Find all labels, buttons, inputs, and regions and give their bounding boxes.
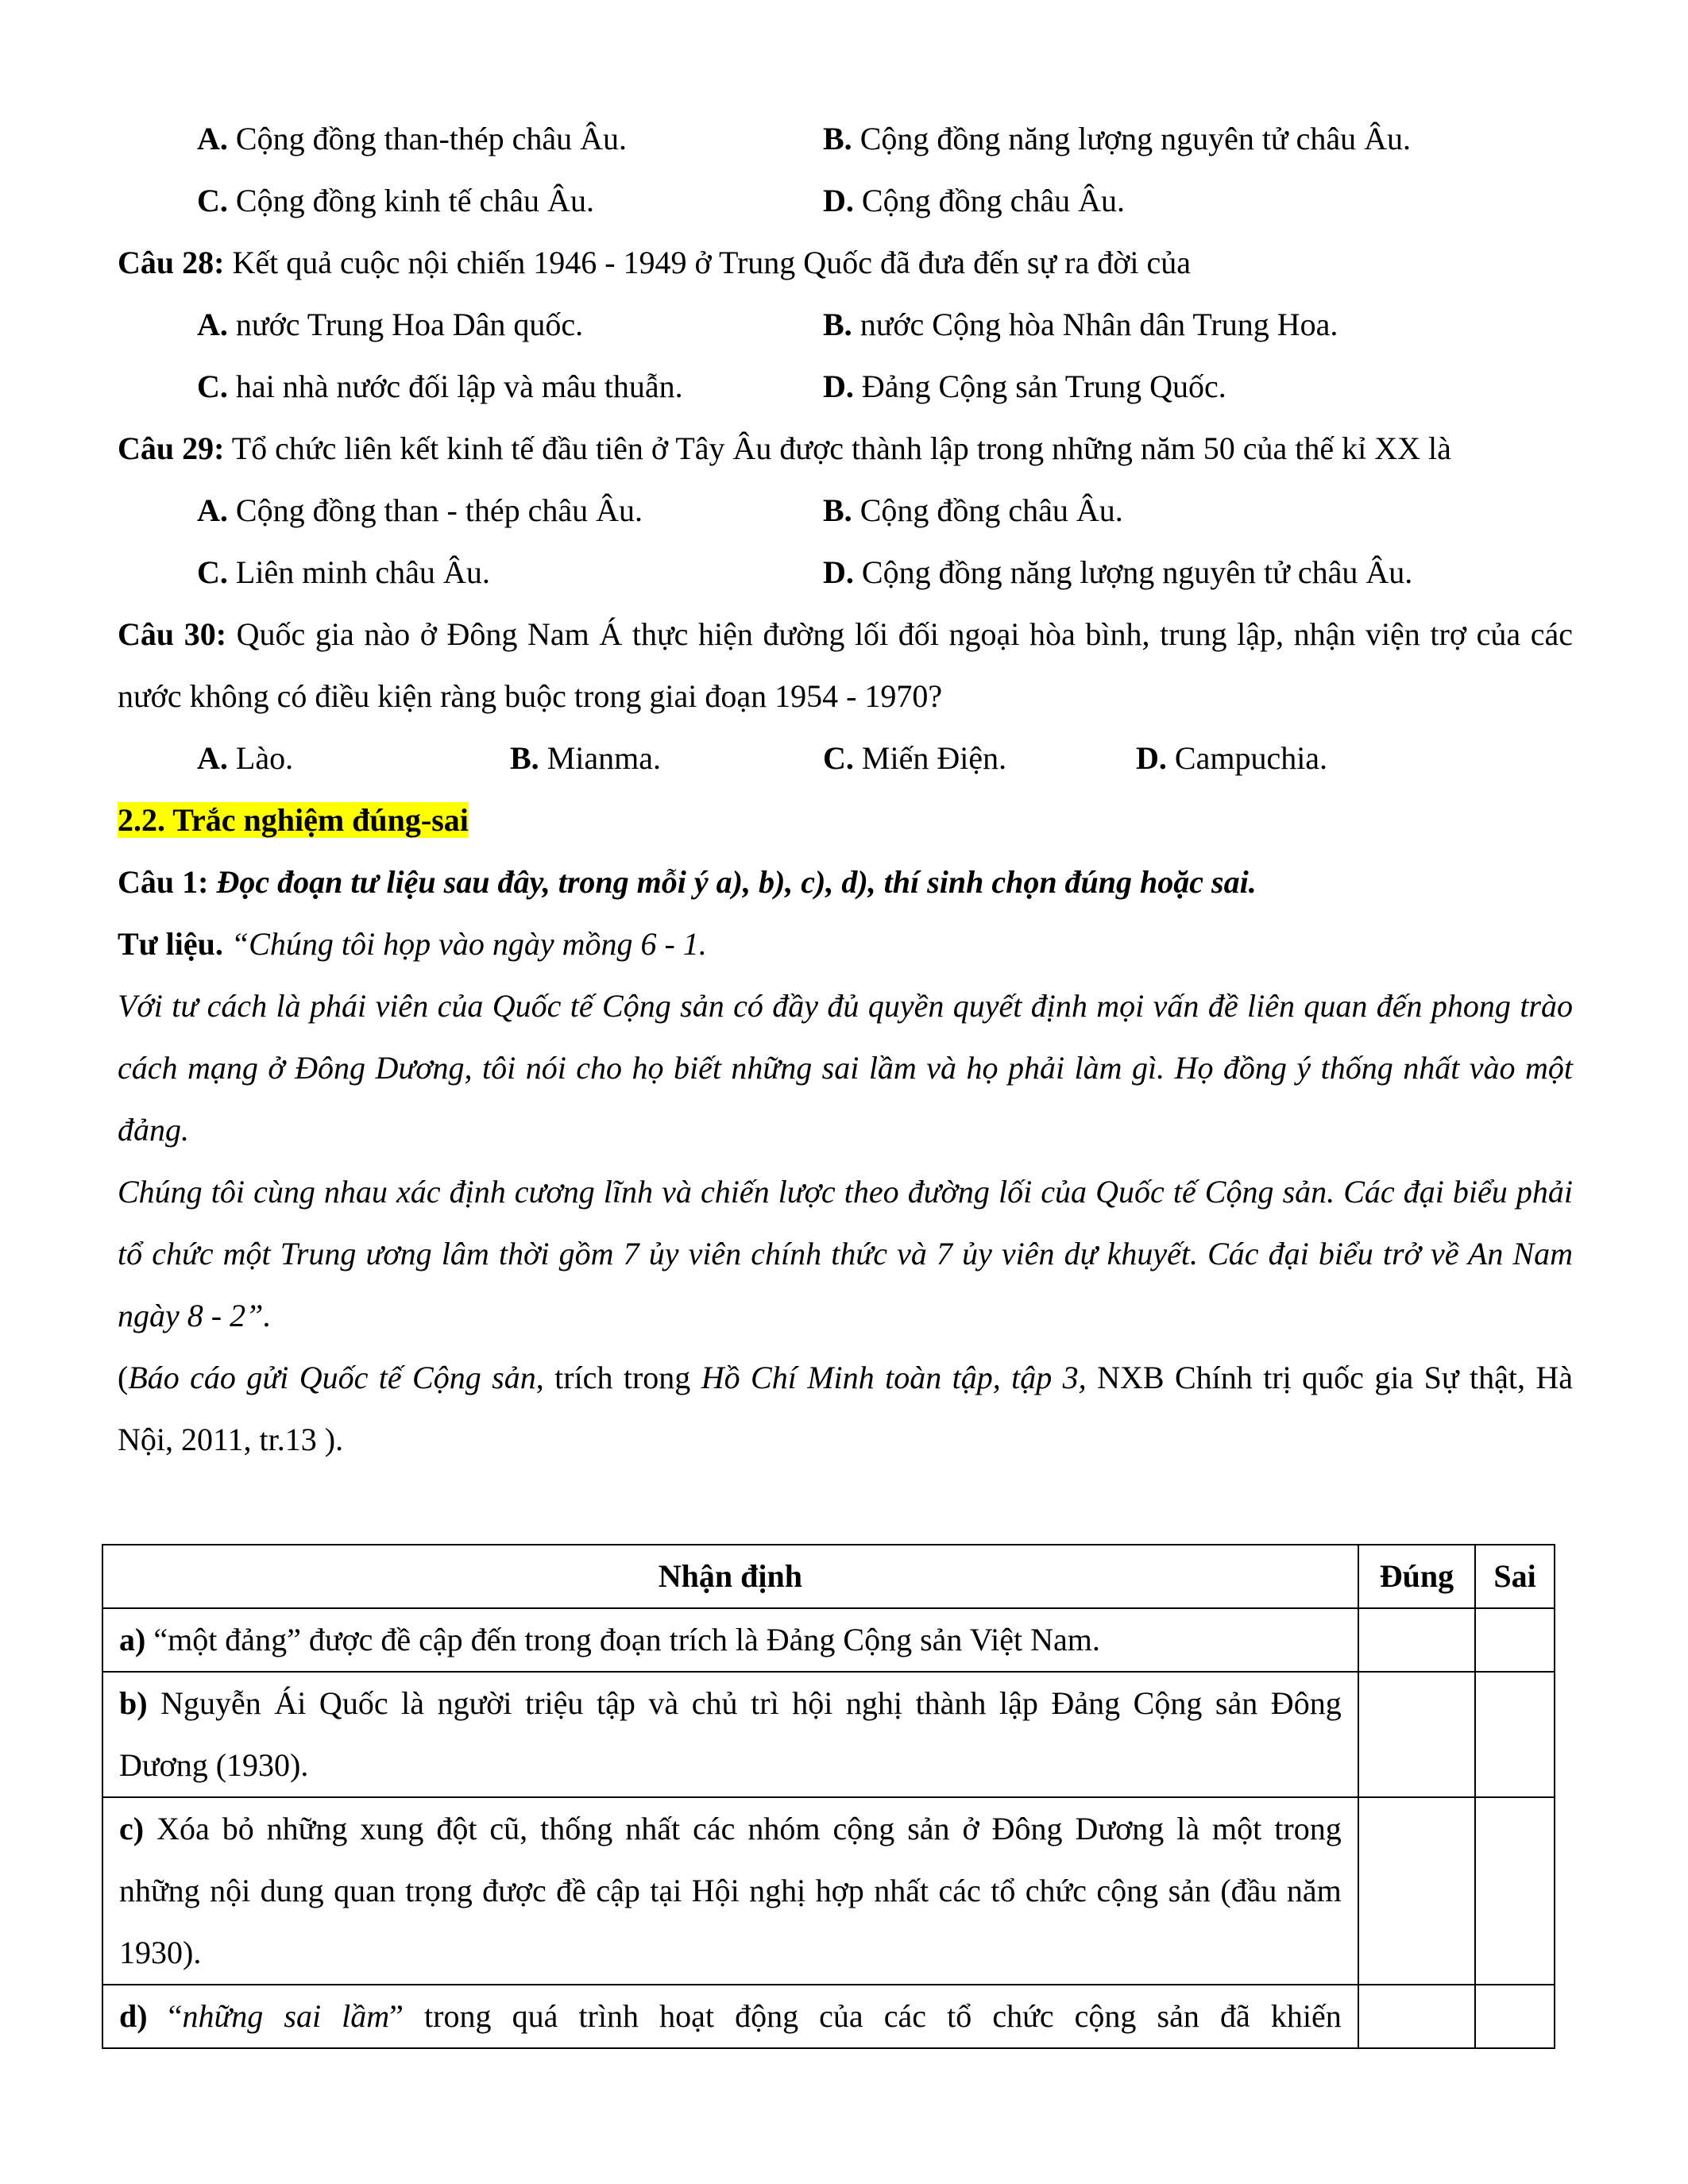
- false-cell-d[interactable]: [1475, 1985, 1555, 2048]
- true-cell-c[interactable]: [1358, 1797, 1475, 1985]
- q30-option-b[interactable]: B. Mianma.: [510, 740, 661, 776]
- question-text: Quốc gia nào ở Đông Nam Á thực hiện đường lối đối ngoại hòa bình, trung lập, nhận viện trợ của các nước không có điều kiện ràng buộc trong giai đoạn 1954 - 1970?: [118, 616, 1573, 714]
- section-heading-text: 2.2. Trắc nghiệm đúng-sai: [118, 802, 469, 838]
- citation-book-title: Hồ Chí Minh toàn tập, tập 3,: [701, 1360, 1087, 1395]
- header-statement: Nhận định: [102, 1545, 1358, 1608]
- q29-option-c[interactable]: C. Liên minh châu Âu.: [197, 554, 490, 590]
- true-cell-b[interactable]: [1358, 1672, 1475, 1797]
- q30-option-a[interactable]: A. Lào.: [197, 740, 294, 776]
- q27-options-row-2: [197, 170, 1573, 232]
- q27-option-a[interactable]: A. Cộng đồng than-thép châu Âu.: [197, 121, 628, 156]
- table-row: [102, 1608, 1555, 1672]
- statement-c: c) Xóa bỏ những xung đột cũ, thống nhất các nhóm cộng sản ở Đông Dương là một trong những nội dung quan trọng được đề cập tại Hội nghị hợp nhất các tổ chức cộng sản (đầu năm 1930).: [102, 1797, 1358, 1985]
- true-false-table: [102, 1544, 1555, 2049]
- q29-option-d[interactable]: D. Cộng đồng năng lượng nguyên tử châu Âu.: [823, 554, 1413, 590]
- q28-option-d[interactable]: D. Đảng Cộng sản Trung Quốc.: [823, 369, 1226, 404]
- q27-option-c[interactable]: C. Cộng đồng kinh tế châu Âu.: [197, 183, 594, 218]
- statement-b: b) Nguyễn Ái Quốc là người triệu tập và chủ trì hội nghị thành lập Đảng Cộng sản Đông Dương (1930).: [102, 1672, 1358, 1797]
- table-row: [102, 1985, 1555, 2048]
- true-cell-d[interactable]: [1358, 1985, 1475, 2048]
- question-text: Tổ chức liên kết kinh tế đầu tiên ở Tây Âu được thành lập trong những năm 50 của thế kỉ XX là: [224, 430, 1451, 466]
- q28-options-row-1: [197, 294, 1573, 356]
- q27-option-d[interactable]: D. Cộng đồng châu Âu.: [823, 183, 1125, 218]
- source-text: Chúng tôi cùng nhau xác định cương lĩnh và chiến lược theo đường lối của Quốc tế Cộng sản. Các đại biểu phải tổ chức một Trung ương lâm thời gồm 7 ủy viên chính thức và 7 ủy viên dự khuyết. Các đại biểu trở về An Nam ngày 8 - 2”.: [118, 1174, 1573, 1333]
- q30-options-row: [197, 727, 1573, 789]
- source-paragraph-3: [118, 1161, 1573, 1347]
- false-cell-c[interactable]: [1475, 1797, 1555, 1985]
- table-header-row: [102, 1545, 1555, 1608]
- statement-a: a) “một đảng” được đề cập đến trong đoạn trích là Đảng Cộng sản Việt Nam.: [102, 1608, 1358, 1672]
- q27-options-row-1: [197, 108, 1573, 170]
- q28-options-row-2: [197, 356, 1573, 418]
- page-content: [118, 108, 1573, 1471]
- question-label: Câu 1:: [118, 864, 209, 900]
- q30-option-d[interactable]: D. Campuchia.: [1136, 740, 1328, 776]
- source-text: “Chúng tôi họp vào ngày mồng 6 - 1.: [222, 926, 707, 962]
- tf-question-1: [118, 851, 1573, 913]
- header-true: Đúng: [1358, 1545, 1475, 1608]
- source-citation: (Báo cáo gửi Quốc tế Cộng sản, trích trong Hồ Chí Minh toàn tập, tập 3, NXB Chính trị quốc gia Sự thật, Hà Nội, 2011, tr.13 ).: [118, 1360, 1574, 1457]
- question-30: [118, 604, 1573, 727]
- table-row: [102, 1672, 1555, 1797]
- q29-option-b[interactable]: B. Cộng đồng châu Âu.: [823, 492, 1123, 528]
- q27-option-b[interactable]: B. Cộng đồng năng lượng nguyên tử châu Âu.: [823, 121, 1412, 156]
- q29-option-a[interactable]: A. Cộng đồng than - thép châu Âu.: [197, 492, 643, 528]
- q29-options-row-1: [197, 480, 1573, 542]
- table-row: [102, 1797, 1555, 1985]
- question-label: Câu 30:: [118, 616, 227, 652]
- section-heading: [118, 789, 1573, 851]
- source-text: Với tư cách là phái viên của Quốc tế Cộng sản có đầy đủ quyền quyết định mọi vấn đề liên quan đến phong trào cách mạng ở Đông Dương, tôi nói cho họ biết những sai lầm và họ phải làm gì. Họ đồng ý thống nhất vào một đảng.: [118, 988, 1573, 1148]
- source-paragraph-2: [118, 975, 1573, 1161]
- false-cell-a[interactable]: [1475, 1608, 1555, 1672]
- question-instruction: Đọc đoạn tư liệu sau đây, trong mỗi ý a), b), c), d), thí sinh chọn đúng hoặc sai.: [208, 864, 1257, 900]
- q28-option-b[interactable]: B. nước Cộng hòa Nhân dân Trung Hoa.: [823, 307, 1338, 342]
- question-label: Câu 29:: [118, 430, 225, 466]
- q28-option-c[interactable]: C. hai nhà nước đối lập và mâu thuẫn.: [197, 369, 683, 404]
- statement-d: d) “những sai lầm” trong quá trình hoạt động của các tổ chức cộng sản đã khiến: [102, 1985, 1358, 2048]
- true-cell-a[interactable]: [1358, 1608, 1475, 1672]
- q30-option-c[interactable]: C. Miến Điện.: [823, 740, 1007, 776]
- q28-option-a[interactable]: A. nước Trung Hoa Dân quốc.: [197, 307, 584, 342]
- question-28: [118, 232, 1573, 294]
- q29-options-row-2: [197, 542, 1573, 604]
- citation-report-title: Báo cáo gửi Quốc tế Cộng sản: [128, 1360, 536, 1395]
- question-text: Kết quả cuộc nội chiến 1946 - 1949 ở Trung Quốc đã đưa đến sự ra đời của: [224, 245, 1191, 280]
- header-false: Sai: [1475, 1545, 1555, 1608]
- question-29: [118, 418, 1573, 480]
- false-cell-b[interactable]: [1475, 1672, 1555, 1797]
- question-label: Câu 28:: [118, 245, 225, 280]
- source-line-1: [118, 913, 1573, 975]
- source-label: Tư liệu.: [118, 926, 223, 962]
